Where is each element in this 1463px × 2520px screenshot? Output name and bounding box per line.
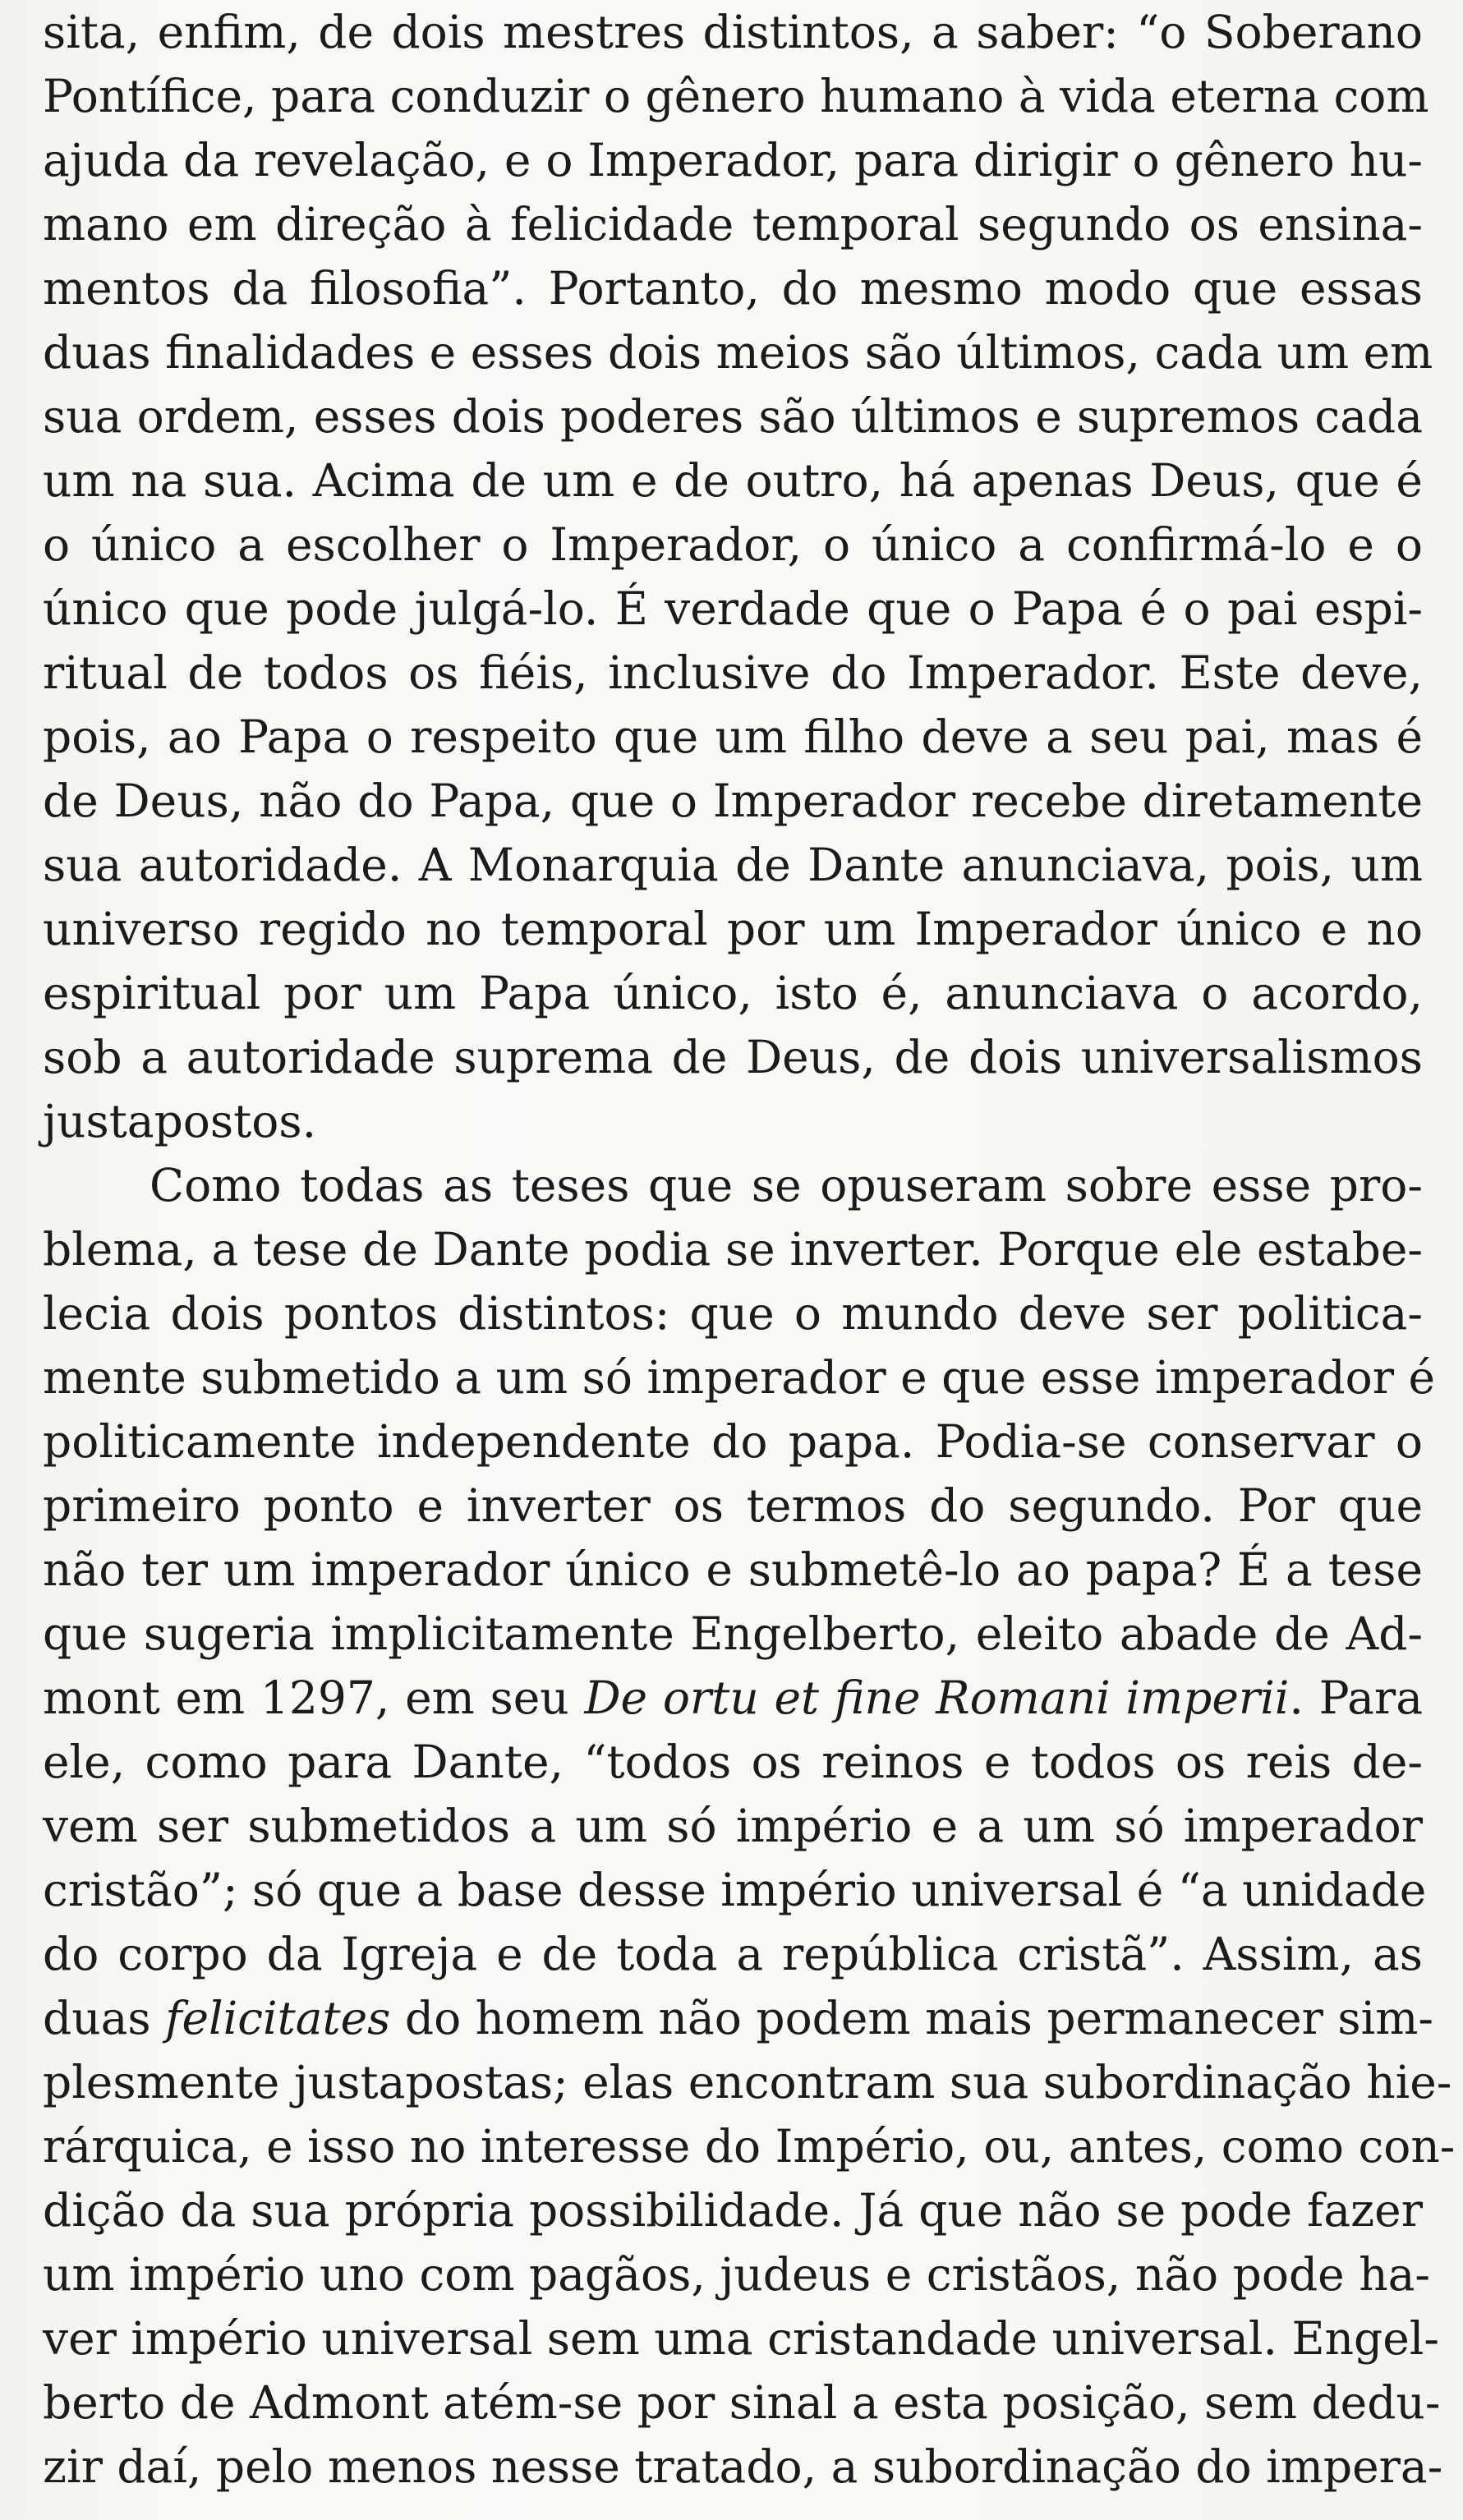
paragraph-1 [43, 0, 1433, 1153]
text-line: primeiro ponto e inverter os termos do segundo. Por que [43, 1479, 1423, 1532]
text-line: politicamente independente do papa. Podia-se conservar o [43, 1415, 1423, 1468]
text-line [43, 1666, 1423, 1730]
text-line: sita, enfim, de dois mestres distintos, a saber: “o Soberano [43, 6, 1423, 58]
text-line: blema, a tese de Dante podia se inverter. Porque ele estabe- [43, 1223, 1423, 1276]
text-line: um império uno com pagãos, judeus e cristãos, não pode ha- [43, 2248, 1430, 2301]
text-line: vem ser submetidos a um só império e a um só imperador [43, 1800, 1423, 1852]
text-line: sua ordem, esses dois poderes são últimos e supremos cada [43, 390, 1423, 443]
text-line: cristão”; só que a base desse império universal é “a unidade [43, 1864, 1427, 1916]
body-text [43, 0, 1456, 2499]
text-line: não ter um imperador único e submetê-lo ao papa? É a tese [43, 1543, 1423, 1596]
text-line: sob a autoridade suprema de Deus, de dois universalismos [43, 1031, 1423, 1083]
text-line: Como todas as teses que se opuseram sobre esse pro- [150, 1159, 1423, 1212]
text-line: lecia dois pontos distintos: que o mundo deve ser politica- [43, 1287, 1423, 1340]
text-line: ritual de todos os fiéis, inclusive do Imperador. Este deve, [43, 646, 1423, 699]
text-line: espiritual por um Papa único, isto é, anunciava o acordo, [43, 967, 1423, 1019]
text-line: do corpo da Igreja e de toda a república cristã”. Assim, as [43, 1928, 1423, 1980]
text-line: ajuda da revelação, e o Imperador, para dirigir o gênero hu- [43, 134, 1423, 186]
text-line: um na sua. Acima de um e de outro, há apenas Deus, que é [43, 454, 1423, 507]
text-line: rárquica, e isso no interesse do Império, ou, antes, como con- [43, 2120, 1456, 2173]
text-line: pois, ao Papa o respeito que um filho deve a seu pai, mas é [43, 710, 1423, 763]
text-line: ele, como para Dante, “todos os reinos e todos os reis de- [43, 1736, 1423, 1788]
text-line: mano em direção à felicidade temporal segundo os ensina- [43, 198, 1423, 251]
text-line: único que pode julgá-lo. É verdade que o Papa é o pai espi- [43, 582, 1423, 635]
paragraph-2 [43, 1153, 1456, 2499]
text-line: que sugeria implicitamente Engelberto, eleito abade de Ad- [43, 1607, 1423, 1660]
text-line: sua autoridade. A Monarquia de Dante anunciava, pois, um [43, 839, 1423, 891]
text-segment: duas [43, 1992, 166, 2044]
text-line: justapostos. [43, 1095, 317, 1147]
text-line: plesmente justapostas; elas encontram sua subordinação hie- [43, 2056, 1452, 2108]
text-line: ver império universal sem uma cristandade universal. Engel- [43, 2312, 1439, 2365]
book-title: De ortu et fine Romani imperii [584, 1672, 1290, 1724]
latin-term: felicitates [165, 1992, 391, 2044]
text-line: duas finalidades e esses dois meios são últimos, cada um em [43, 326, 1433, 379]
text-line: de Deus, não do Papa, que o Imperador recebe diretamente [43, 775, 1423, 827]
text-line: mente submetido a um só imperador e que esse imperador é [43, 1351, 1436, 1404]
text-line: dição da sua própria possibilidade. Já que não se pode fazer [43, 2184, 1423, 2237]
text-line [43, 1986, 1433, 2050]
text-segment: mont em 1297, em seu [43, 1672, 585, 1724]
text-line: mentos da filosofia”. Portanto, do mesmo modo que essas [43, 262, 1423, 315]
text-line: Pontífice, para conduzir o gênero humano à vida eterna com [43, 70, 1429, 122]
text-segment: . Para [1289, 1672, 1424, 1724]
text-line: o único a escolher o Imperador, o único a confirmá-lo e o [43, 518, 1423, 571]
text-line: berto de Admont atém-se por sinal a esta posição, sem dedu- [43, 2376, 1441, 2429]
text-line: universo regido no temporal por um Imperador único e no [43, 903, 1423, 955]
text-line: zir daí, pelo menos nesse tratado, a subordinação do impera- [43, 2440, 1443, 2493]
text-segment: do homem não podem mais permanecer sim- [390, 1992, 1433, 2044]
